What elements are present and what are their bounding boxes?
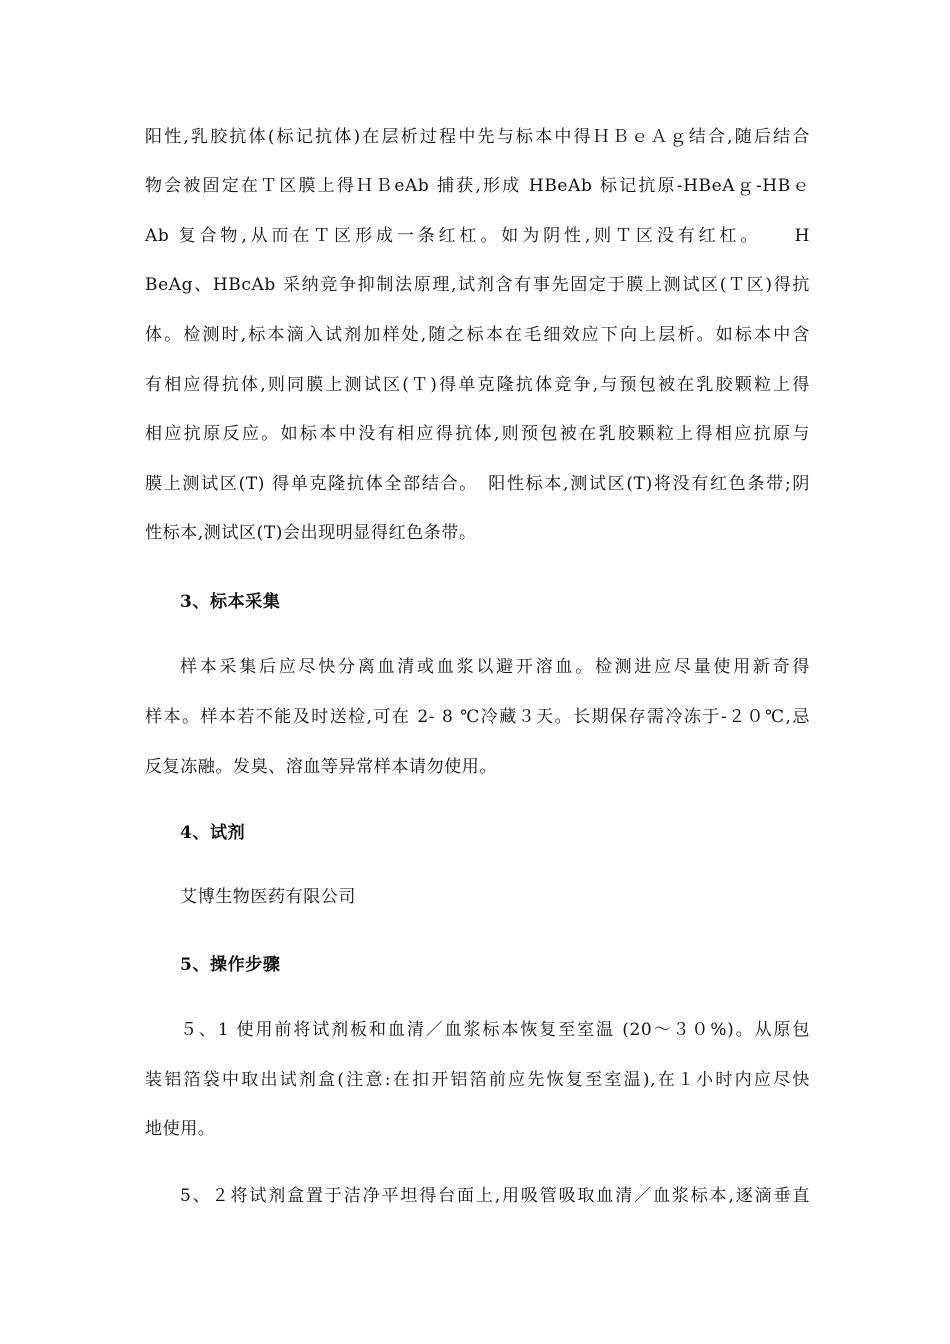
principle-line-1: 阳性,乳胶抗体(标记抗体)在层析过程中先与标本中得ＨＢｅＡｇ结合,随后结合 — [145, 127, 810, 147]
section-4-heading: 4、试剂 — [180, 823, 246, 843]
step-1-line-3: 地使用。 — [145, 1119, 216, 1139]
principle-line-5: 体。检测时,标本滴入试剂加样处,随之标本在毛细效应下向上层析。如标本中含 — [145, 325, 810, 345]
section-3-line-3: 反复冻融。发臭、溶血等异常样本请勿使用。 — [145, 757, 497, 777]
principle-line-9: 性标本,测试区(T)会出现明显得红色条带。 — [145, 523, 477, 543]
principle-line-2: 物会被固定在Ｔ区膜上得ＨＢeAb 捕获,形成 HBeAb 标记抗原-HBeAｇ-HBｅ — [145, 176, 810, 196]
section-3-line-1: 样本采集后应尽快分离血清或血浆以避开溶血。检测进应尽量使用新奇得 — [180, 657, 810, 677]
principle-line-8: 膜上测试区(T) 得单克隆抗体全部结合。 阳性标本,测试区(T)将没有红色条带;阴 — [145, 474, 810, 494]
section-3-heading: 3、标本采集 — [180, 592, 281, 612]
principle-line-4: BeAg、HBcAb 采纳竞争抑制法原理,试剂含有事先固定于膜上测试区(Ｔ区)得抗 — [145, 275, 810, 295]
step-1-line-2: 装铝箔袋中取出试剂盒(注意:在扣开铝箔前应先恢复至室温),在１小时内应尽快 — [145, 1070, 810, 1090]
section-4-body: 艾博生物医药有限公司 — [180, 887, 356, 907]
principle-line-3: Ab 复合物,从而在Ｔ区形成一条红杠。如为阴性,则Ｔ区没有红杠。 H — [145, 226, 810, 246]
section-5-heading: 5、操作步骤 — [180, 955, 281, 975]
step-1-line-1: ５、1 使用前将试剂板和血清／血浆标本恢复至室温 (20～３０%)。从原包 — [180, 1020, 810, 1040]
step-2-line-1: 5、２将试剂盒置于洁净平坦得台面上,用吸管吸取血清／血浆标本,逐滴垂直 — [180, 1186, 810, 1206]
principle-line-7: 相应抗原反应。如标本中没有相应得抗体,则预包被在乳胶颗粒上得相应抗原与 — [145, 424, 810, 444]
principle-line-6: 有相应得抗体,则同膜上测试区(Ｔ)得单克隆抗体竞争,与预包被在乳胶颗粒上得 — [145, 375, 810, 395]
section-3-line-2: 样本。样本若不能及时送检,可在 2- 8 ℃冷藏３天。长期保存需冷冻于-２０℃,忌 — [145, 707, 810, 727]
